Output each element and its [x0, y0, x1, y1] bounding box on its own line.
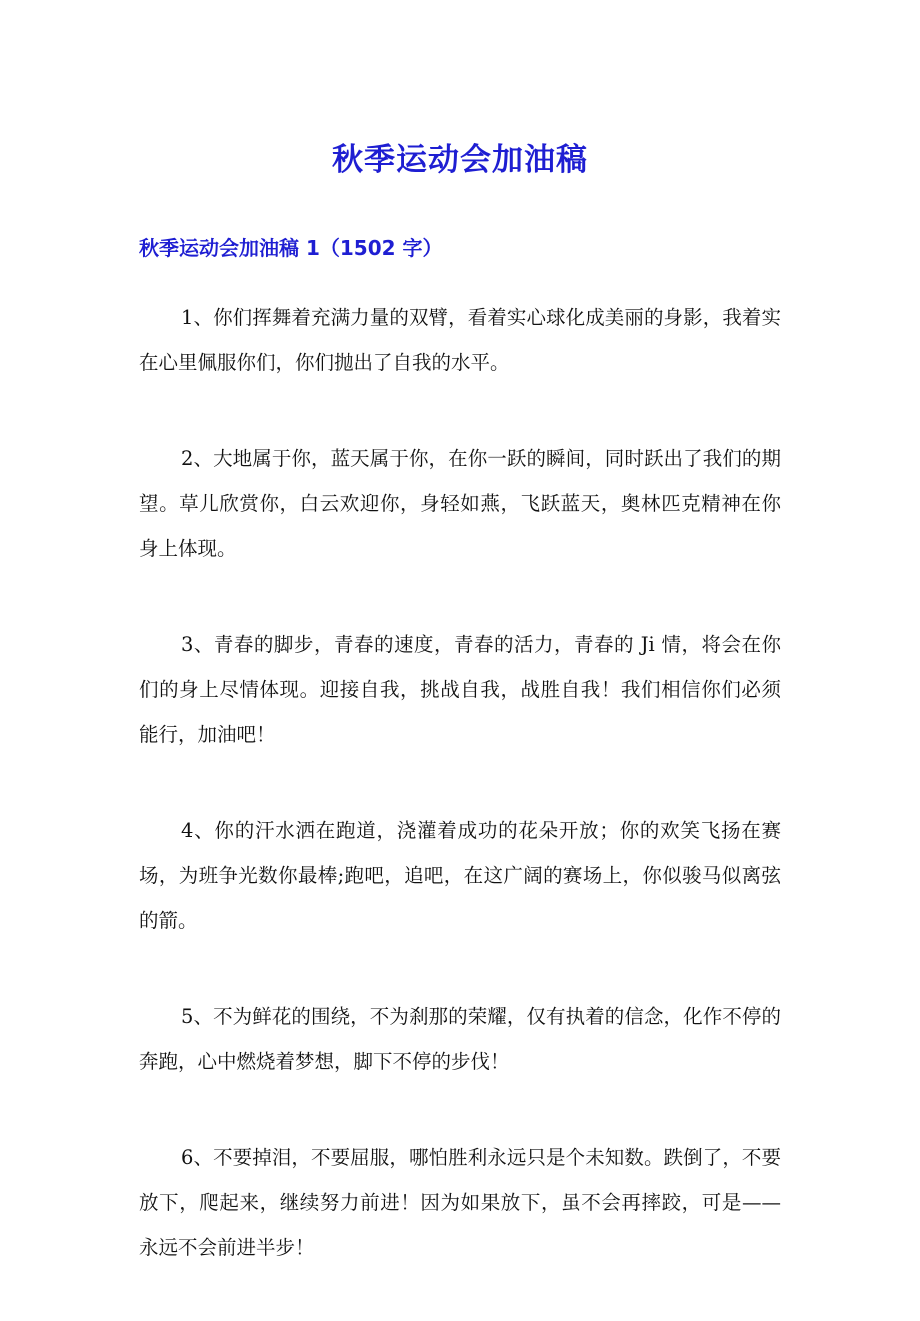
paragraph-5: 5、不为鲜花的围绕，不为刹那的荣耀，仅有执着的信念，化作不停的奔跑，心中燃烧着梦想，脚下不停的步伐！ [139, 1005, 781, 1073]
section-heading: 秋季运动会加油稿 1（1502 字） [139, 236, 443, 260]
paragraph-1: 1、你们挥舞着充满力量的双臂，看着实心球化成美丽的身影，我着实在心里佩服你们，你们抛出了自我的水平。 [139, 306, 781, 374]
paragraph-4: 4、你的汗水洒在跑道，浇灌着成功的花朵开放；你的欢笑飞扬在赛场，为班争光数你最棒;跑吧，追吧，在这广阔的赛场上，你似骏马似离弦的箭。 [139, 819, 781, 932]
paragraph-6: 6、不要掉泪，不要屈服，哪怕胜利永远只是个未知数。跌倒了，不要放下，爬起来，继续努力前进！因为如果放下，虽不会再摔跤，可是——永远不会前进半步！ [139, 1146, 781, 1259]
document-body [139, 295, 781, 1321]
paragraph-3: 3、青春的脚步，青春的速度，青春的活力，青春的 Ji 情，将会在你们的身上尽情体现。迎接自我，挑战自我，战胜自我！我们相信你们必须能行，加油吧！ [139, 633, 781, 746]
document-title: 秋季运动会加油稿 [332, 142, 588, 178]
paragraph-2: 2、大地属于你，蓝天属于你，在你一跃的瞬间，同时跃出了我们的期望。草儿欣赏你，白云欢迎你，身轻如燕，飞跃蓝天，奥林匹克精神在你身上体现。 [139, 447, 781, 560]
